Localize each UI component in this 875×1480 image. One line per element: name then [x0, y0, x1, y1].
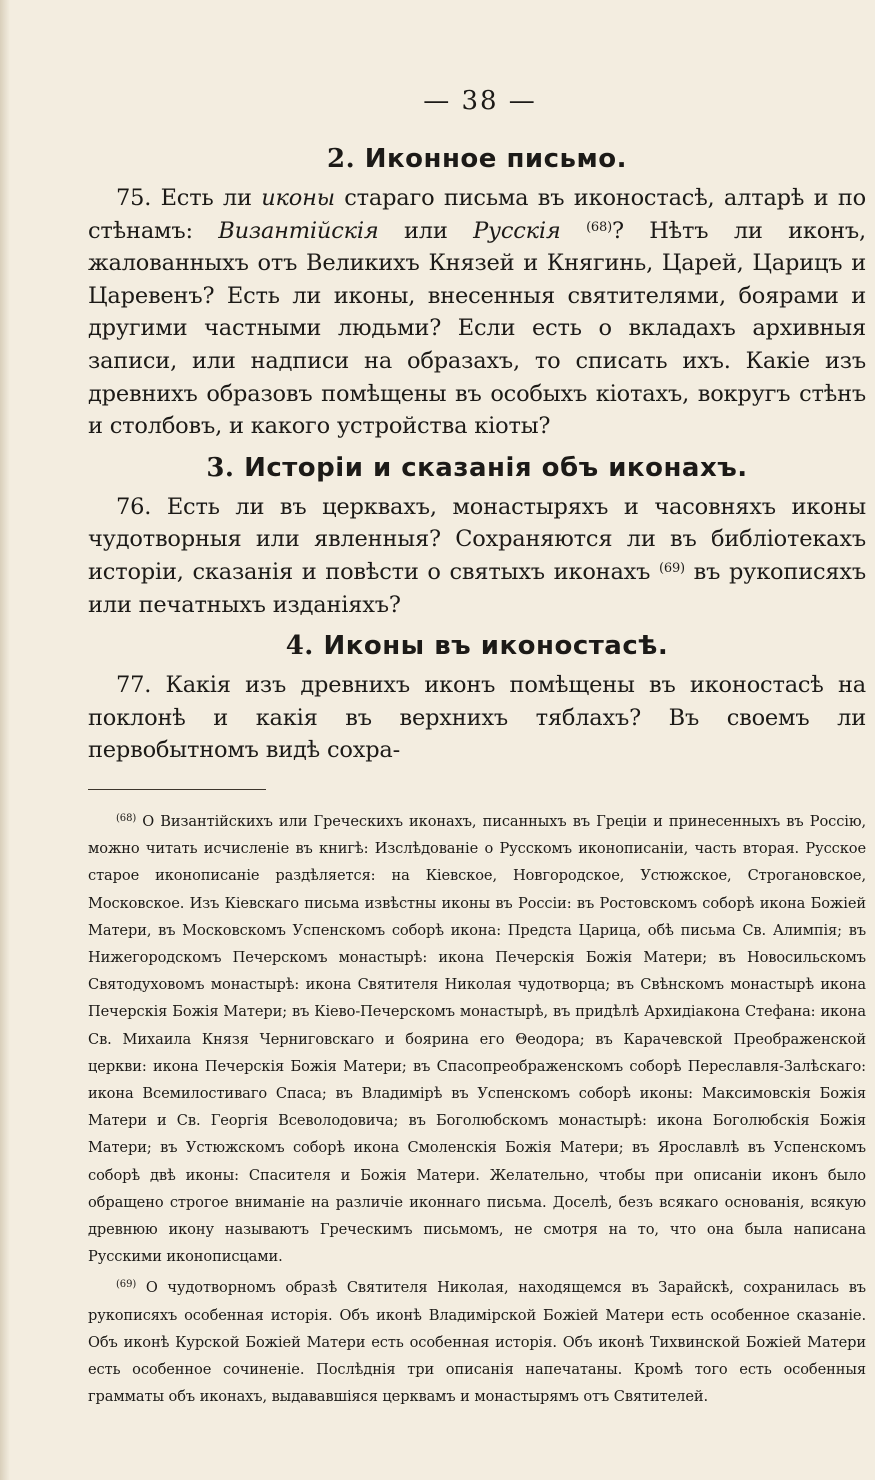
text-run: или	[378, 217, 474, 244]
footnote-text: О чудотворномъ образѣ Святителя Николая, находящемся въ Зарайскѣ, сохранилась въ рукописяхъ особенная исторія. Объ иконѣ Владимірской Божіей Матери есть особенное сказаніе. Объ иконѣ Курской Божіей Матери есть особенная исторія. Объ иконѣ Тихвинской Божіей Матери есть особенное сочиненіе. Послѣднія три описанія напечатаны. Кромѣ того есть особенныя грамматы объ иконахъ, выдававшіяся церквамъ и монастырямъ отъ Святителей.	[88, 1279, 866, 1406]
page-edge-shadow	[0, 0, 10, 1480]
text-run: въ рукописяхъ или печатныхъ изданіяхъ?	[88, 558, 866, 618]
footnote-ref-68[interactable]: (68)	[586, 219, 612, 235]
footnote-text: О Византійскихъ или Греческихъ иконахъ, писанныхъ въ Греціи и принесенныхъ въ Россію, можно читать исчисленіе въ книгѣ: Изслѣдованіе о Русскомъ иконописаніи, часть вторая. Русское старое иконописаніе раздѣляется: на Кіевское, Новгородское, Устюжское, Строгановское, Московское. Изъ Кіевскаго письма извѣстны иконы въ Россіи: въ Ростовскомъ соборѣ икона Божіей Матери, въ Московскомъ Успенскомъ соборѣ икона: Предста Царица, обѣ письма Св. Алимпія; въ Нижегородскомъ Печерскомъ монастырѣ: икона Печерскія Божія Матери; въ Новосильскомъ Святодуховомъ монастырѣ: икона Святителя Николая чудотворца; въ Свѣнскомъ монастырѣ икона Печерскія Божія Матери; въ Кіево-Печерскомъ монастырѣ, въ придѣлѣ Архидіакона Стефана: икона Св. Михаила Князя Черниговскаго и боярина его Θеодора; въ Карачевской Преображенской церкви: икона Печерскія Божія Матери; въ Спасопреображенскомъ соборѣ Переславля-Залѣскаго: икона Всемилостиваго Спаса; въ Владимірѣ въ Успенскомъ соборѣ иконы: Максимовскія Божія Матери и Св. Георгія Всеволодовича; въ Боголюбскомъ монастырѣ: икона Боголюбскія Божія Матери; въ Устюжскомъ соборѣ икона Смоленскія Божія Матери; въ Ярославлѣ въ Успенскомъ соборѣ двѣ иконы: Спасителя и Божія Матери. Желательно, чтобы при описаніи иконъ было обращено строгое вниманіе на различіе иконнаго письма. Доселѣ, безъ всякаго основанія, всякую древнюю икону называютъ Греческимъ письмомъ, не смотря на то, что она была написана Русскими иконописцами.	[88, 812, 866, 1266]
text-run: 75. Есть ли	[116, 185, 262, 211]
footnote-divider	[88, 789, 266, 790]
section-heading-4	[88, 631, 866, 661]
footnote-69	[88, 1274, 866, 1410]
paragraph-76	[88, 491, 866, 621]
section-title: Иконное письмо.	[364, 144, 627, 174]
text-run: 76. Есть ли въ церквахъ, монастыряхъ и часовняхъ иконы чудотворныя или явленныя? Сохраняются ли въ библіотекахъ исторіи, сказанія и повѣсти о святыхъ иконахъ	[88, 493, 866, 585]
section-heading-3	[88, 453, 866, 483]
text-run: стараго письма въ иконостасѣ, алтарѣ и по стѣнамъ:	[88, 185, 866, 244]
main-text	[88, 138, 866, 1414]
page-number: — 38 —	[423, 86, 537, 116]
section-heading-2	[88, 144, 866, 174]
paragraph-77: 77. Какія изъ древнихъ иконъ помѣщены въ иконостасѣ на поклонѣ и какія въ верхнихъ тяблахъ? Въ своемъ ли первобытномъ видѣ сохра-	[88, 672, 866, 764]
section-title: Иконы въ иконостасѣ.	[323, 631, 669, 662]
paragraph-75	[88, 182, 866, 443]
footnote-ref-69[interactable]: (69)	[659, 560, 685, 576]
section-number: 4.	[285, 631, 314, 662]
section-number: 2.	[327, 144, 356, 174]
footnote-marker: (69)	[116, 1279, 137, 1291]
section-number: 3.	[206, 452, 235, 483]
section-title: Исторіи и сказанія объ иконахъ.	[244, 452, 748, 483]
footnote-68	[88, 808, 866, 1270]
italic-term: иконы	[261, 185, 335, 211]
italic-term: Русскія	[473, 217, 561, 244]
footnote-marker: (68)	[116, 812, 137, 824]
italic-term: Византійскія	[218, 217, 379, 244]
text-run: ? Нѣтъ ли иконъ, жалованныхъ отъ Великихъ Князей и Княгинь, Царей, Царицъ и Царевенъ? Есть ли иконы, внесенныя святителями, боярами и другими частными людьми? Если есть о вкладахъ архивныя записи, или надписи на образахъ, то списать ихъ. Какіе изъ древнихъ образовъ помѣщены въ особыхъ кіотахъ, вокругъ стѣнъ и столбовъ, и какого устройства кіоты?	[88, 217, 867, 440]
